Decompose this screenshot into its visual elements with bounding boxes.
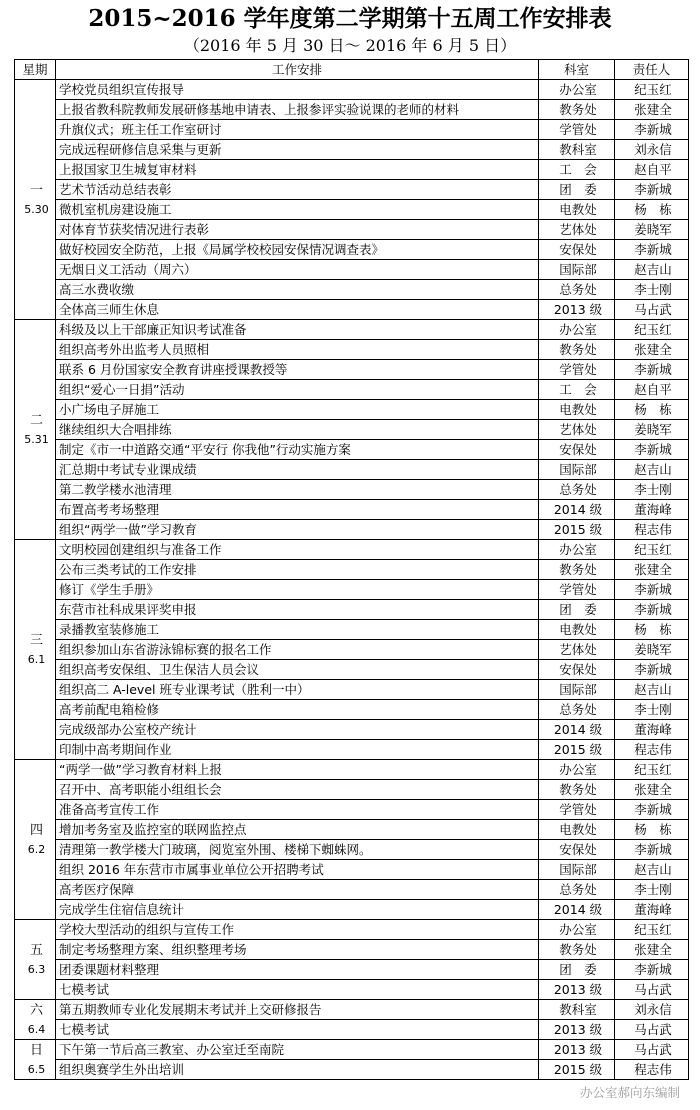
table-row bbox=[15, 260, 689, 280]
person-cell: 张建全 bbox=[615, 340, 689, 360]
task-cell: 下午第一节后高三教室、办公室迁至南院 bbox=[56, 1040, 539, 1060]
schedule-table bbox=[14, 59, 689, 1080]
table-row bbox=[15, 320, 689, 340]
person-cell: 纪玉红 bbox=[615, 760, 689, 780]
table-row bbox=[15, 580, 689, 600]
task-cell: 印制中高考期间作业 bbox=[56, 740, 539, 760]
table-row bbox=[15, 840, 689, 860]
dept-cell: 电教处 bbox=[539, 620, 615, 640]
dept-cell: 2014 级 bbox=[539, 720, 615, 740]
dept-cell: 工 会 bbox=[539, 380, 615, 400]
person-cell: 李新城 bbox=[615, 840, 689, 860]
person-cell: 李士刚 bbox=[615, 880, 689, 900]
person-cell: 李新城 bbox=[615, 580, 689, 600]
dept-cell: 国际部 bbox=[539, 260, 615, 280]
day-cell bbox=[15, 80, 56, 320]
table-row bbox=[15, 500, 689, 520]
dept-cell: 2014 级 bbox=[539, 500, 615, 520]
table-row bbox=[15, 660, 689, 680]
table-row bbox=[15, 440, 689, 460]
table-header-row bbox=[15, 60, 689, 80]
task-cell: 高考医疗保障 bbox=[56, 880, 539, 900]
dept-cell: 学管处 bbox=[539, 580, 615, 600]
task-cell: 制定考场整理方案、组织整理考场 bbox=[56, 940, 539, 960]
task-cell: 修订《学生手册》 bbox=[56, 580, 539, 600]
task-cell: 做好校园安全防范，上报《局属学校校园安保情况调查表》 bbox=[56, 240, 539, 260]
task-cell: 学校党员组织宣传报导 bbox=[56, 80, 539, 100]
task-cell: 完成远程研修信息采集与更新 bbox=[56, 140, 539, 160]
table-row bbox=[15, 360, 689, 380]
dept-cell: 国际部 bbox=[539, 680, 615, 700]
dept-cell: 安保处 bbox=[539, 440, 615, 460]
person-cell: 纪玉红 bbox=[615, 540, 689, 560]
dept-cell: 教科室 bbox=[539, 140, 615, 160]
table-row bbox=[15, 800, 689, 820]
dept-cell: 团 委 bbox=[539, 180, 615, 200]
task-cell: 组织 2016 年东营市市属事业单位公开招聘考试 bbox=[56, 860, 539, 880]
day-name: 六 bbox=[29, 1002, 43, 1018]
task-cell: 增加考务室及监控室的联网监控点 bbox=[56, 820, 539, 840]
task-cell: 组织高考外出监考人员照相 bbox=[56, 340, 539, 360]
dept-cell: 办公室 bbox=[539, 920, 615, 940]
person-cell: 程志伟 bbox=[615, 520, 689, 540]
day-date: 6.5 bbox=[27, 1062, 46, 1076]
day-date: 6.1 bbox=[27, 652, 46, 666]
person-cell: 杨 栋 bbox=[615, 820, 689, 840]
dept-cell: 教务处 bbox=[539, 940, 615, 960]
dept-cell: 电教处 bbox=[539, 820, 615, 840]
day-name: 四 bbox=[29, 822, 43, 838]
task-cell: 团委课题材料整理 bbox=[56, 960, 539, 980]
dept-cell: 团 委 bbox=[539, 960, 615, 980]
schedule-body bbox=[15, 80, 689, 1080]
dept-cell: 教务处 bbox=[539, 100, 615, 120]
person-cell: 李士刚 bbox=[615, 280, 689, 300]
dept-cell: 总务处 bbox=[539, 280, 615, 300]
table-row bbox=[15, 680, 689, 700]
person-cell: 马占武 bbox=[615, 1020, 689, 1040]
task-cell: 艺术节活动总结表彰 bbox=[56, 180, 539, 200]
task-cell: 七模考试 bbox=[56, 980, 539, 1000]
task-cell: “两学一做”学习教育材料上报 bbox=[56, 760, 539, 780]
person-cell: 李新城 bbox=[615, 120, 689, 140]
person-cell: 程志伟 bbox=[615, 1060, 689, 1080]
task-cell: 上报省教科院教师发展研修基地申请表、上报参评实验说课的老师的材料 bbox=[56, 100, 539, 120]
person-cell: 赵自平 bbox=[615, 160, 689, 180]
person-cell: 姜晓军 bbox=[615, 220, 689, 240]
table-row bbox=[15, 240, 689, 260]
table-row bbox=[15, 1020, 689, 1040]
table-row bbox=[15, 640, 689, 660]
table-row bbox=[15, 300, 689, 320]
task-cell: 第五期教师专业化发展期末考试并上交研修报告 bbox=[56, 1000, 539, 1020]
person-cell: 程志伟 bbox=[615, 740, 689, 760]
dept-cell: 2014 级 bbox=[539, 900, 615, 920]
dept-cell: 学管处 bbox=[539, 120, 615, 140]
task-cell: 对体育节获奖情况进行表彰 bbox=[56, 220, 539, 240]
day-date: 6.3 bbox=[27, 962, 46, 976]
person-cell: 马占武 bbox=[615, 980, 689, 1000]
day-cell bbox=[15, 540, 56, 760]
table-row bbox=[15, 720, 689, 740]
person-cell: 杨 栋 bbox=[615, 400, 689, 420]
day-date: 6.4 bbox=[27, 1022, 46, 1036]
task-cell: 完成学生住宿信息统计 bbox=[56, 900, 539, 920]
dept-cell: 教科室 bbox=[539, 1000, 615, 1020]
dept-cell: 艺体处 bbox=[539, 220, 615, 240]
table-row bbox=[15, 1000, 689, 1020]
dept-cell: 安保处 bbox=[539, 840, 615, 860]
person-cell: 姜晓军 bbox=[615, 640, 689, 660]
table-row bbox=[15, 460, 689, 480]
task-cell: 完成级部办公室校产统计 bbox=[56, 720, 539, 740]
day-date: 5.31 bbox=[24, 432, 49, 446]
person-cell: 杨 栋 bbox=[615, 620, 689, 640]
table-row bbox=[15, 700, 689, 720]
person-cell: 李新城 bbox=[615, 440, 689, 460]
day-cell bbox=[15, 320, 56, 540]
person-cell: 李新城 bbox=[615, 600, 689, 620]
person-cell: 赵吉山 bbox=[615, 860, 689, 880]
day-name: 二 bbox=[29, 412, 43, 428]
person-cell: 李士刚 bbox=[615, 700, 689, 720]
dept-cell: 国际部 bbox=[539, 860, 615, 880]
page-title: 2015~2016 学年度第二学期第十五周工作安排表 bbox=[88, 5, 612, 32]
day-date: 5.30 bbox=[24, 202, 49, 216]
dept-cell: 办公室 bbox=[539, 760, 615, 780]
task-cell: 科级及以上干部廉正知识考试准备 bbox=[56, 320, 539, 340]
table-row bbox=[15, 760, 689, 780]
table-row bbox=[15, 820, 689, 840]
person-cell: 纪玉红 bbox=[615, 320, 689, 340]
table-row bbox=[15, 480, 689, 500]
task-cell: 小广场电子屏施工 bbox=[56, 400, 539, 420]
person-cell: 张建全 bbox=[615, 100, 689, 120]
dept-cell: 总务处 bbox=[539, 880, 615, 900]
dept-cell: 2015 级 bbox=[539, 740, 615, 760]
person-cell: 李士刚 bbox=[615, 480, 689, 500]
table-row bbox=[15, 780, 689, 800]
table-row bbox=[15, 80, 689, 100]
task-cell: 清理第一教学楼大门玻璃，阅览室外围、楼梯下蜘蛛网。 bbox=[56, 840, 539, 860]
table-row bbox=[15, 200, 689, 220]
header-person: 责任人 bbox=[615, 60, 689, 80]
table-row bbox=[15, 400, 689, 420]
dept-cell: 工 会 bbox=[539, 160, 615, 180]
table-row bbox=[15, 100, 689, 120]
person-cell: 刘永信 bbox=[615, 1000, 689, 1020]
day-cell bbox=[15, 760, 56, 920]
footer-credit: 办公室郝向东编制 bbox=[579, 1085, 680, 1100]
task-cell: 微机室机房建设施工 bbox=[56, 200, 539, 220]
table-row bbox=[15, 520, 689, 540]
person-cell: 张建全 bbox=[615, 560, 689, 580]
dept-cell: 2013 级 bbox=[539, 1040, 615, 1060]
person-cell: 李新城 bbox=[615, 660, 689, 680]
person-cell: 张建全 bbox=[615, 780, 689, 800]
person-cell: 赵吉山 bbox=[615, 260, 689, 280]
dept-cell: 办公室 bbox=[539, 80, 615, 100]
task-cell: 无烟日义工活动（周六） bbox=[56, 260, 539, 280]
dept-cell: 教务处 bbox=[539, 780, 615, 800]
header-day: 星期 bbox=[15, 60, 56, 80]
person-cell: 李新城 bbox=[615, 960, 689, 980]
table-row bbox=[15, 900, 689, 920]
dept-cell: 2015 级 bbox=[539, 1060, 615, 1080]
task-cell: 组织高二 A-level 班专业课考试（胜利一中） bbox=[56, 680, 539, 700]
table-row bbox=[15, 160, 689, 180]
task-cell: 汇总期中考试专业课成绩 bbox=[56, 460, 539, 480]
day-name: 日 bbox=[29, 1042, 43, 1058]
header-dept: 科室 bbox=[539, 60, 615, 80]
person-cell: 杨 栋 bbox=[615, 200, 689, 220]
dept-cell: 学管处 bbox=[539, 800, 615, 820]
person-cell: 姜晓军 bbox=[615, 420, 689, 440]
task-cell: 上报国家卫生城复审材料 bbox=[56, 160, 539, 180]
dept-cell: 总务处 bbox=[539, 480, 615, 500]
person-cell: 赵吉山 bbox=[615, 680, 689, 700]
task-cell: 公布三类考试的工作安排 bbox=[56, 560, 539, 580]
task-cell: 七模考试 bbox=[56, 1020, 539, 1040]
dept-cell: 教务处 bbox=[539, 560, 615, 580]
table-row bbox=[15, 1060, 689, 1080]
table-row bbox=[15, 620, 689, 640]
table-row bbox=[15, 1040, 689, 1060]
task-cell: 继续组织大合唱排练 bbox=[56, 420, 539, 440]
person-cell: 李新城 bbox=[615, 180, 689, 200]
dept-cell: 安保处 bbox=[539, 240, 615, 260]
person-cell: 李新城 bbox=[615, 800, 689, 820]
table-row bbox=[15, 120, 689, 140]
person-cell: 赵吉山 bbox=[615, 460, 689, 480]
dept-cell: 国际部 bbox=[539, 460, 615, 480]
person-cell: 董海峰 bbox=[615, 720, 689, 740]
day-date: 6.2 bbox=[27, 842, 46, 856]
table-row bbox=[15, 540, 689, 560]
header-task: 工作安排 bbox=[56, 60, 539, 80]
dept-cell: 团 委 bbox=[539, 600, 615, 620]
person-cell: 马占武 bbox=[615, 300, 689, 320]
person-cell: 董海峰 bbox=[615, 500, 689, 520]
date-range-subtitle: （2016 年 5 月 30 日～ 2016 年 6 月 5 日） bbox=[183, 36, 517, 55]
task-cell: 联系 6 月份国家安全教育讲座授课教授等 bbox=[56, 360, 539, 380]
task-cell: 第二教学楼水池清理 bbox=[56, 480, 539, 500]
task-cell: 组织“爱心一日捐”活动 bbox=[56, 380, 539, 400]
table-row bbox=[15, 960, 689, 980]
task-cell: 布置高考考场整理 bbox=[56, 500, 539, 520]
task-cell: 组织奥赛学生外出培训 bbox=[56, 1060, 539, 1080]
table-row bbox=[15, 600, 689, 620]
task-cell: 升旗仪式；班主任工作室研讨 bbox=[56, 120, 539, 140]
dept-cell: 电教处 bbox=[539, 400, 615, 420]
person-cell: 刘永信 bbox=[615, 140, 689, 160]
table-row bbox=[15, 280, 689, 300]
person-cell: 纪玉红 bbox=[615, 80, 689, 100]
task-cell: 高考前配电箱检修 bbox=[56, 700, 539, 720]
day-cell bbox=[15, 920, 56, 1000]
table-row bbox=[15, 180, 689, 200]
dept-cell: 办公室 bbox=[539, 320, 615, 340]
day-cell bbox=[15, 1040, 56, 1080]
task-cell: 学校大型活动的组织与宣传工作 bbox=[56, 920, 539, 940]
dept-cell: 2015 级 bbox=[539, 520, 615, 540]
dept-cell: 安保处 bbox=[539, 660, 615, 680]
task-cell: 制定《市一中道路交通“平安行 你我他”行动实施方案 bbox=[56, 440, 539, 460]
table-row bbox=[15, 940, 689, 960]
dept-cell: 2013 级 bbox=[539, 980, 615, 1000]
dept-cell: 教务处 bbox=[539, 340, 615, 360]
person-cell: 张建全 bbox=[615, 940, 689, 960]
task-cell: 高三水费收缴 bbox=[56, 280, 539, 300]
dept-cell: 艺体处 bbox=[539, 420, 615, 440]
table-row bbox=[15, 740, 689, 760]
day-name: 三 bbox=[29, 632, 43, 648]
day-cell bbox=[15, 1000, 56, 1040]
dept-cell: 2013 级 bbox=[539, 300, 615, 320]
task-cell: 文明校园创建组织与准备工作 bbox=[56, 540, 539, 560]
person-cell: 马占武 bbox=[615, 1040, 689, 1060]
table-row bbox=[15, 380, 689, 400]
dept-cell: 电教处 bbox=[539, 200, 615, 220]
dept-cell: 学管处 bbox=[539, 360, 615, 380]
person-cell: 纪玉红 bbox=[615, 920, 689, 940]
task-cell: 东营市社科成果评奖申报 bbox=[56, 600, 539, 620]
table-row bbox=[15, 560, 689, 580]
person-cell: 赵自平 bbox=[615, 380, 689, 400]
table-row bbox=[15, 980, 689, 1000]
table-row bbox=[15, 920, 689, 940]
table-row bbox=[15, 860, 689, 880]
task-cell: 召开中、高考职能小组组长会 bbox=[56, 780, 539, 800]
day-name: 一 bbox=[29, 182, 43, 198]
day-name: 五 bbox=[29, 942, 43, 958]
dept-cell: 总务处 bbox=[539, 700, 615, 720]
table-row bbox=[15, 140, 689, 160]
task-cell: 全体高三师生休息 bbox=[56, 300, 539, 320]
dept-cell: 办公室 bbox=[539, 540, 615, 560]
task-cell: 组织参加山东省游泳锦标赛的报名工作 bbox=[56, 640, 539, 660]
dept-cell: 2013 级 bbox=[539, 1020, 615, 1040]
table-row bbox=[15, 220, 689, 240]
person-cell: 董海峰 bbox=[615, 900, 689, 920]
task-cell: 组织“两学一做”学习教育 bbox=[56, 520, 539, 540]
person-cell: 李新城 bbox=[615, 360, 689, 380]
table-row bbox=[15, 420, 689, 440]
table-row bbox=[15, 880, 689, 900]
table-row bbox=[15, 340, 689, 360]
task-cell: 准备高考宣传工作 bbox=[56, 800, 539, 820]
task-cell: 录播教室装修施工 bbox=[56, 620, 539, 640]
person-cell: 李新城 bbox=[615, 240, 689, 260]
task-cell: 组织高考安保组、卫生保洁人员会议 bbox=[56, 660, 539, 680]
dept-cell: 艺体处 bbox=[539, 640, 615, 660]
